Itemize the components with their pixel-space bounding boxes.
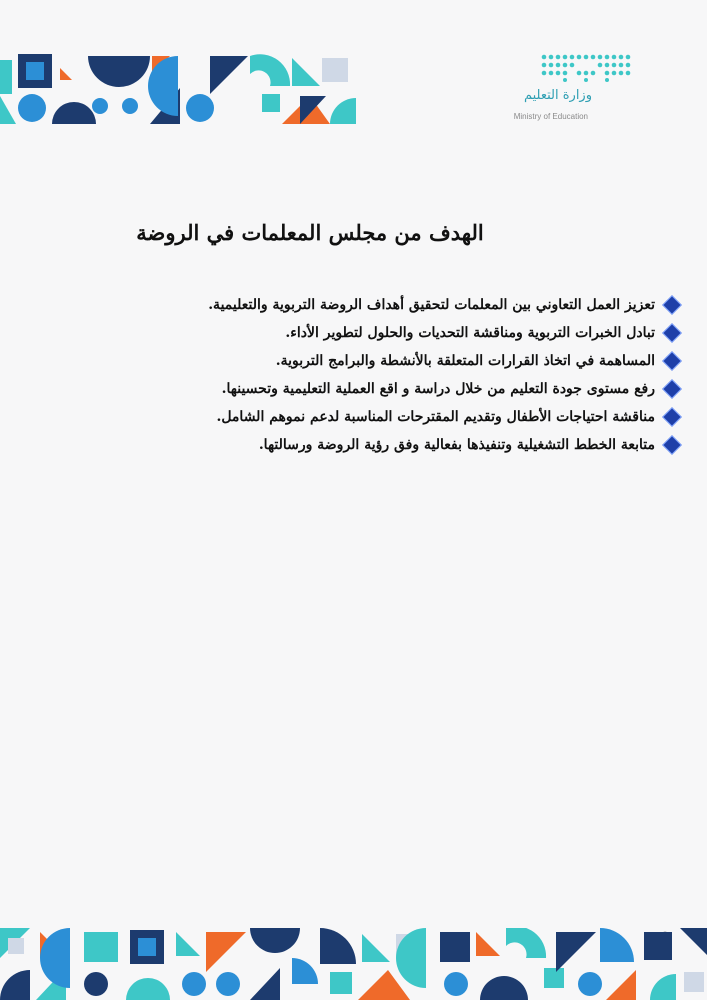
- diamond-bullet-icon: [662, 435, 682, 455]
- diamond-bullet-icon: [662, 379, 682, 399]
- goals-list: [119, 291, 679, 459]
- logo-arabic-text: وزارة التعليم: [523, 88, 592, 103]
- diamond-bullet-icon: [662, 323, 682, 343]
- diamond-bullet-icon: [662, 351, 682, 371]
- goal-text: مناقشة احتياجات الأطفال وتقديم المقترحات المناسبة لدعم نموهم الشامل.: [216, 409, 655, 425]
- goal-text: تعزيز العمل التعاوني بين المعلمات لتحقيق أهداف الروضة التربوية والتعليمية.: [208, 297, 655, 313]
- diamond-bullet-icon: [662, 407, 682, 427]
- goal-text: رفع مستوى جودة التعليم من خلال دراسة و اقع العملية التعليمية وتحسينها.: [221, 381, 655, 397]
- goal-text: تبادل الخبرات التربوية ومناقشة التحديات والحلول لتطوير الأداء.: [285, 325, 655, 341]
- page-title: الهدف من مجلس المعلمات في الروضة: [136, 220, 484, 245]
- list-item: [119, 431, 679, 459]
- list-item: [119, 347, 679, 375]
- goal-text: متابعة الخطط التشغيلية وتنفيذها بفعالية وفق رؤية الروضة ورسالتها.: [258, 437, 655, 453]
- logo-dots-icon: [540, 52, 632, 82]
- list-item: [119, 375, 679, 403]
- bottom-decorative-pattern: [0, 928, 707, 1000]
- goal-text: المساهمة في اتخاذ القرارات المتعلقة بالأنشطة والبرامج التربوية.: [275, 353, 655, 369]
- list-item: [119, 291, 679, 319]
- list-item: [119, 403, 679, 431]
- diamond-bullet-icon: [662, 295, 682, 315]
- top-decorative-pattern: [0, 52, 360, 124]
- logo-english-text: Ministry of Education: [513, 112, 588, 121]
- list-item: [119, 319, 679, 347]
- ministry-logo: [488, 52, 638, 127]
